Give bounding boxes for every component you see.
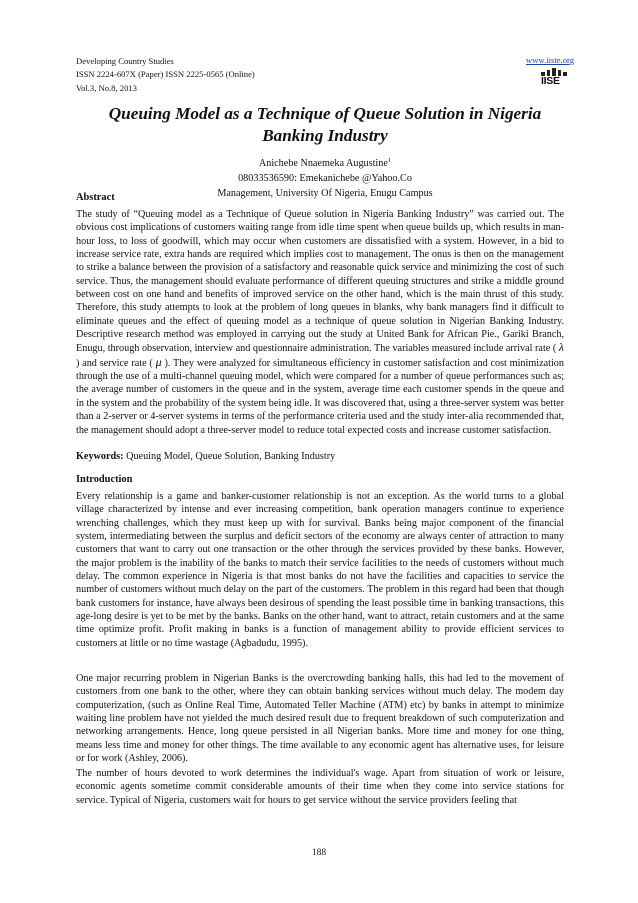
abstract-text [76,208,564,437]
author-name: Anichebe Nnaemeka Augustine [258,158,388,169]
keywords-line [76,451,335,462]
page-number: 188 [311,848,327,858]
author-name-line [76,153,574,171]
journal-volume: Vol.3, No.8, 2013 [76,82,137,93]
abstract-part-2: ) and service rate ( [76,357,156,369]
keywords-label: Keywords: [76,451,124,462]
iiste-logo [541,67,567,88]
journal-header [76,55,255,95]
author-contact: 08033536590: Emekanichebe @Yahoo.Co [238,173,412,184]
title-line-2: Banking Industry [262,126,388,145]
keywords-text: Queuing Model, Queue Solution, Banking Industry [123,451,336,462]
title-line-1: Queuing Model as a Technique of Queue Solution in Nigeria [108,104,542,123]
affiliation-mark: 1 [387,157,392,164]
author-affiliation: Management, University Of Nigeria, Enugu Campus [217,188,433,199]
introduction-heading: Introduction [76,474,133,485]
lambda-symbol: λ [558,340,564,355]
paper-title [76,103,574,147]
journal-name: Developing Country Studies [76,56,174,66]
author-block [76,153,574,201]
abstract-part-3: ). They were analyzed for simultaneous efficiency in customer satisfaction and cost minimization through the use of a multi-channel queuing model, which were compared for a number of queue performances such as; the average number of customers in the queue and in the system, average time each customer spends in the queue and in the system and the probability of the system being idle. It was discovered that, using a three-server system was better than a 2-server or 4-server systems in terms of the performance criteria used and the study inter-alia recommended that, the management should adopt a three-server model to reduce total expected costs and increase customer satisfaction. [76,357,564,436]
intro-paragraph-1: Every relationship is a game and banker-customer relationship is not an exception. As the world turns to a global village characterized by intense and ever increasing competition, bank operation managers continue to experience wrenching challenges, which they must keep up with for survival. Banks being major component of the financial system, intermediating between the surplus and deficit sectors of the economy are always center of attraction to many customers that want to carry out one transaction or the other through the services provided by these banks. However, the major problem is the inability of the banks to match their service facilities to the needs of customers without much delay. The common experience in Nigeria is that most banks do not have the facilities and capacities to service the number of customers without much delay on the part of the customers. The problem in this regard had been that though bank customers for instance, have always been desirous of spending the least possible time in banking transactions, this age-long desire is yet to be met by the banks. Banks on the other hand, want to attract, retain customers and at the same time optimize profit. Profit making in banks is a function of management ability to provide efficient services to customers at little or no time wastage (Agbadudu, 1995). [76,491,564,649]
intro-paragraph-3: The number of hours devoted to work determines the individual's wage. Apart from situation of work or leisure, economic agents sometime commit considerable amounts of their time when they come into service stations for service. Typical of Nigeria, customers wait for hours to get service without the service providers feeling that [76,768,564,806]
journal-url-link[interactable]: www.iiste.org [526,55,574,65]
logo-text: IISE [541,75,560,87]
journal-issn: ISSN 2224-607X (Paper) ISSN 2225-0565 (Online) [76,69,255,80]
abstract-part-1: The study of “Queuing model as a Technique of Queue solution in Nigeria Banking Industry” was carried out. The obvious cost implications of customers waiting range from idle time spent when queue builds up, which results in man-hour loss, to loss of goodwill, which may occur when customers are dissatisfied with a system. However, in a bid to increase service rate, extra hands are required which implies cost to management. The onus is then on the management to strike a balance between the provision of a satisfactory and reasonable quick service and minimizing the cost of such service. Thus, the management should evaluate performance of different queuing structures and strike a middle ground between cost on one hand and benefits of improved service on the other hand, which is the main thrust of this study. Therefore, this study attempts to look at the problem of long queues in blanks, why bank managers find it difficult to eliminate queues and the effect of queuing model as a technique of queue solution in Nigerian Banking Industry. Descriptive research method was employed in carrying out the study at United Bank for African Pie., Gariki Branch, Enugu, through observation, interview and questionnaire administration. The variables measured include arrival rate ( [76,209,564,355]
abstract-heading: Abstract [76,192,115,203]
intro-paragraph-2: One major recurring problem in Nigerian Banks is the overcrowding banking halls, this had led to the movement of customers from one bank to the other, where they can obtain banking services without much delay. The modem day computerization, (such as Online Real Time, Automated Teller Machine (ATM) etc) by banks in attempt to minimize waiting line problem have not yielded the much desired result due to frequent breakdown of such computerization and networking arrangements. Hence, long queue persisted in all Nigerian banks. More time and money for one thing, means less time and money for other things. The time available to any economic agent has alternative uses, for leisure or for work (Ashley, 2006). [76,673,564,765]
mu-symbol: μ [155,354,162,369]
